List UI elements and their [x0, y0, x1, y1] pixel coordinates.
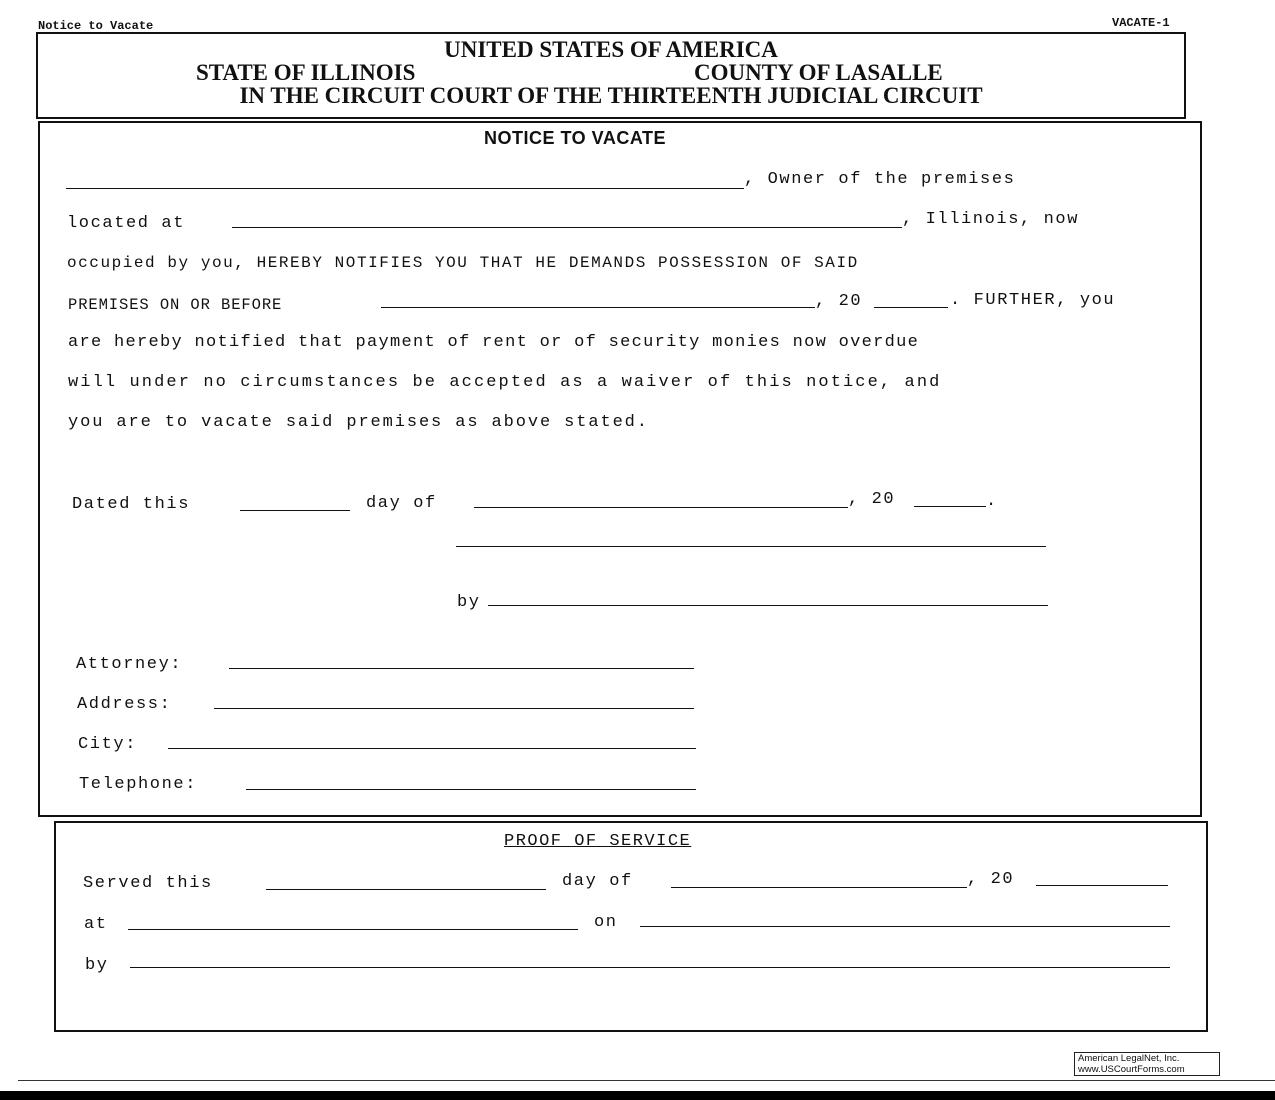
- further-text: . FURTHER, you: [950, 291, 1116, 310]
- located-at-label: located at: [67, 214, 186, 233]
- address-field[interactable]: [214, 708, 694, 709]
- dated-period: .: [986, 492, 998, 511]
- served-this-label: Served this: [83, 874, 213, 893]
- scan-edge-bar: [0, 1091, 1275, 1100]
- notice-line-6: will under no circumstances be accepted as a waiver of this notice, and: [68, 373, 942, 392]
- city-label: City:: [78, 735, 138, 754]
- notice-line-3: occupied by you, HEREBY NOTIFIES YOU THAT HE DEMANDS POSSESSION OF SAID: [67, 254, 859, 272]
- dated-month-field[interactable]: [474, 507, 848, 508]
- attorney-label: Attorney:: [76, 655, 183, 674]
- served-month-field[interactable]: [671, 887, 967, 888]
- premises-address-field[interactable]: [232, 227, 902, 228]
- served-at-label: at: [84, 915, 108, 934]
- premises-before-label: PREMISES ON OR BEFORE: [68, 296, 283, 314]
- telephone-field[interactable]: [246, 789, 696, 790]
- vacate-year-prefix: , 20: [815, 292, 863, 311]
- owner-name-field[interactable]: [66, 188, 744, 189]
- served-by-field[interactable]: [130, 967, 1170, 968]
- dated-year-field[interactable]: [914, 506, 986, 507]
- attorney-field[interactable]: [229, 668, 694, 669]
- served-day-of-label: day of: [562, 872, 633, 891]
- form-short-title: Notice to Vacate: [38, 19, 154, 33]
- vacate-year-field[interactable]: [874, 307, 948, 308]
- vacate-date-field[interactable]: [381, 307, 815, 308]
- notice-title: NOTICE TO VACATE: [484, 128, 667, 148]
- dated-day-of-label: day of: [366, 494, 437, 513]
- publisher-url: www.USCourtForms.com: [1078, 1063, 1185, 1075]
- dated-year-prefix: , 20: [848, 490, 896, 509]
- publisher-name: American LegalNet, Inc.: [1078, 1053, 1180, 1064]
- court-header-circuit: IN THE CIRCUIT COURT OF THE THIRTEENTH JUDICIAL CIRCUIT: [239, 83, 983, 108]
- served-on-field[interactable]: [640, 926, 1170, 927]
- illinois-now-text: , Illinois, now: [902, 210, 1080, 229]
- proof-of-service-title: PROOF OF SERVICE: [504, 832, 692, 851]
- served-day-field[interactable]: [266, 889, 546, 890]
- bottom-rule: [18, 1080, 1275, 1081]
- served-year-prefix: , 20: [967, 870, 1015, 889]
- publisher-footer: [1074, 1052, 1220, 1076]
- dated-this-label: Dated this: [72, 495, 191, 514]
- served-at-field[interactable]: [128, 929, 578, 930]
- by-label: by: [457, 593, 481, 612]
- owner-signature-field[interactable]: [456, 546, 1046, 547]
- address-label: Address:: [77, 695, 172, 714]
- court-header-county: COUNTY OF LASALLE: [694, 60, 943, 85]
- court-header-country: UNITED STATES OF AMERICA: [444, 37, 778, 62]
- dated-day-field[interactable]: [240, 510, 350, 511]
- served-by-label: by: [85, 956, 109, 975]
- served-year-field[interactable]: [1036, 885, 1168, 886]
- notice-line-5: are hereby notified that payment of rent or of security monies now overdue: [68, 333, 920, 352]
- served-on-label: on: [594, 913, 618, 932]
- notice-line-7: you are to vacate said premises as above stated.: [68, 413, 649, 432]
- telephone-label: Telephone:: [79, 775, 198, 794]
- court-header-state: STATE OF ILLINOIS: [196, 60, 416, 85]
- form-id: VACATE-1: [1112, 16, 1170, 30]
- by-signature-field[interactable]: [488, 605, 1048, 606]
- owner-premises-text: , Owner of the premises: [744, 170, 1016, 189]
- city-field[interactable]: [168, 748, 696, 749]
